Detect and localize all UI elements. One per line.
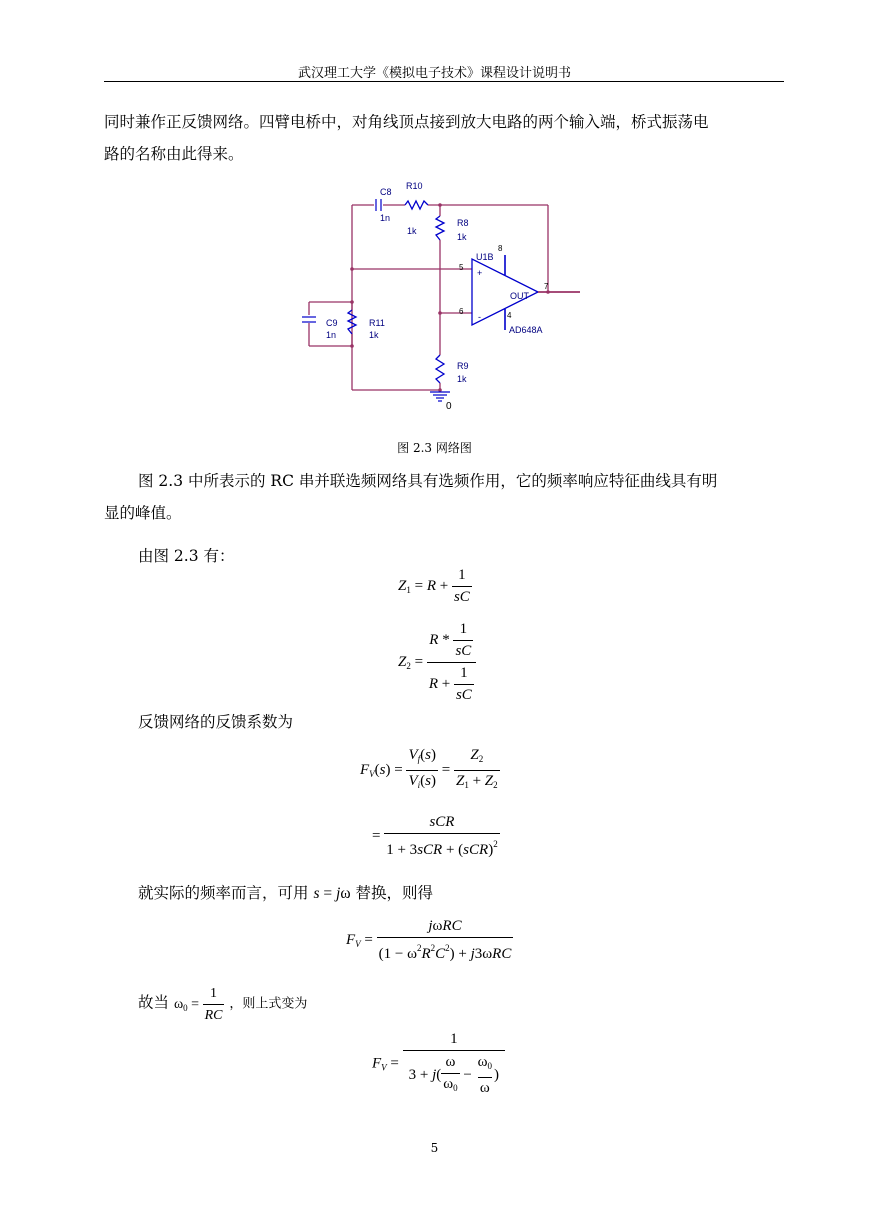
figure-caption: 图 2.3 网络图 — [397, 441, 472, 455]
r10-value: 1k — [407, 226, 417, 236]
pin-4-label: 4 — [507, 311, 512, 320]
paragraph-5-prefix: 就实际的频率而言，可用 — [138, 884, 309, 902]
equation-z1: $Z_1 = R$ + $\frac{1}{sC}$ — [398, 567, 470, 605]
r9-label: R9 — [457, 361, 469, 371]
paragraph-1-line-1: 同时兼作正反馈网络。四臂电桥中，对角线顶点接到放大电路的两个输入端，桥式振荡电 — [104, 113, 709, 131]
circuit-diagram — [290, 176, 600, 416]
c8-label: C8 — [380, 187, 392, 197]
r9-value: 1k — [457, 374, 467, 384]
opamp-plus-label: + — [477, 268, 483, 278]
c8-capacitor-symbol — [376, 199, 381, 211]
running-header: 武汉理工大学《模拟电子技术》课程设计说明书 — [297, 66, 571, 81]
c9-capacitor-symbol — [302, 317, 316, 322]
paragraph-1-line-2: 路的名称由此得来。 — [104, 145, 244, 163]
pin-6-label: 6 — [459, 307, 464, 316]
c8-value: 1n — [380, 213, 391, 223]
opamp-part-label: AD648A — [509, 325, 543, 335]
r11-label: R11 — [369, 318, 385, 328]
paragraph-2-continuation — [104, 497, 784, 529]
r8-label: R8 — [457, 218, 469, 228]
r8-value: 1k — [457, 232, 467, 242]
paragraph-2-line-1: 图 2.3 中所表示的 RC 串并联选频网络具有选频作用，它的频率响应特征曲线具有明 — [138, 472, 718, 490]
r10-resistor-symbol — [405, 201, 428, 209]
equation-z2: $Z_2$ = R * $\frac{1}{sC}$ R + $\frac{1}{sC}$ — [398, 620, 476, 705]
paragraph-1 — [104, 106, 784, 170]
r9-resistor-symbol — [436, 355, 444, 383]
r10-label: R10 — [406, 181, 423, 191]
paragraph-4: 反馈网络的反馈系数为 — [138, 713, 294, 731]
equation-fv-src: = $\frac{\text{sCR}}{1 + 3sCR + (sCR)^2}$ — [372, 814, 498, 858]
equation-fv-jw: $F_V$ = $\frac{\text{jωRC}}{(1 - \omega^2R^2C^2) + j3\omega RC}$ — [346, 918, 512, 962]
substitution-expression: s = jω — [313, 885, 351, 902]
page-number: 5 — [430, 1141, 439, 1155]
c9-label: C9 — [326, 318, 338, 328]
omega0-expression: $\omega_0$ = $\frac{1}{RC}$ — [173, 986, 223, 1023]
ground-label: 0 — [446, 401, 452, 412]
pin-5-label: 5 — [459, 263, 464, 272]
equation-fv-final: $F_V$ = 1 3 + j ( $\frac{\omega}{\omega_0}$ − $\frac{\omega_0}{\omega}$ ) — [372, 1030, 505, 1098]
opamp-out-label: OUT — [510, 291, 529, 301]
r8-resistor-symbol — [436, 216, 444, 240]
pin-8-label: 8 — [498, 244, 503, 253]
ground-symbol — [430, 392, 450, 401]
circuit-junctions — [350, 203, 442, 392]
paragraph-5-suffix: 替换，则得 — [355, 884, 433, 902]
equation-fv-s: $F_V(s)$ = $\frac{V_f(s)}{V_i(s)}$ = $\frac{Z_2}{Z_1 + Z_2}$ — [360, 746, 500, 795]
paragraph-6 — [138, 984, 778, 1025]
paragraph-3: 由图 2.3 有： — [138, 547, 235, 565]
c9-value: 1n — [326, 330, 337, 340]
r11-value: 1k — [369, 330, 379, 340]
opamp-minus-label: - — [478, 312, 481, 322]
paragraph-5 — [138, 877, 778, 910]
paragraph-6-prefix: 故当 — [138, 993, 170, 1012]
pin-7-label: 7 — [544, 282, 549, 291]
paragraph-6-suffix: ，则上式变为 — [229, 996, 308, 1012]
paragraph-2 — [104, 465, 784, 497]
header-rule — [104, 81, 784, 82]
u1b-label: U1B — [476, 252, 494, 262]
paragraph-2-line-2: 显的峰值。 — [104, 504, 182, 522]
